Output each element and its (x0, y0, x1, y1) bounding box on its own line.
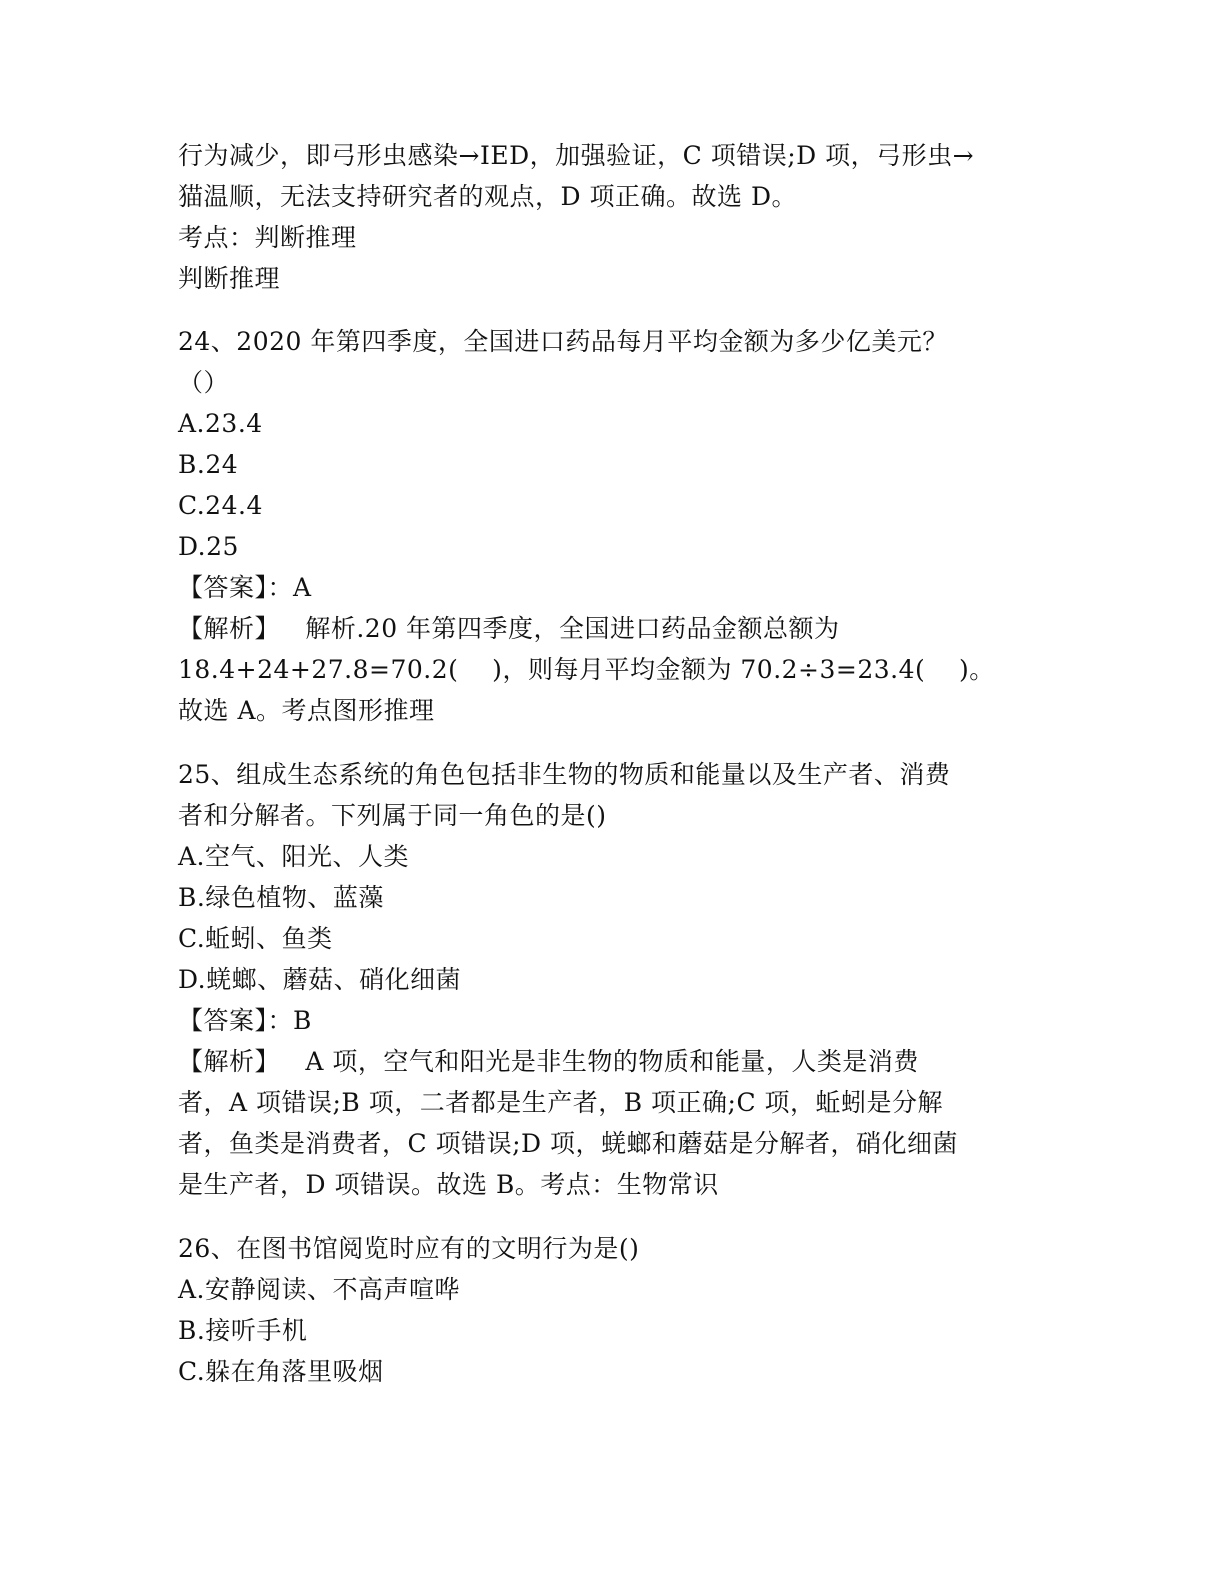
q24-option-d: D.25 (178, 532, 239, 561)
q24-analysis: 故选 A。考点图形推理 (178, 696, 435, 725)
q25-option-c: C.蚯蚓、鱼类 (178, 924, 333, 953)
prev-kaodian: 考点：判断推理 (178, 223, 357, 252)
q25-option-d: D.蜣螂、蘑菇、硝化细菌 (178, 965, 462, 994)
q25-analysis: 【解析】 A 项，空气和阳光是非生物的物质和能量，人类是消费 (178, 1047, 919, 1076)
q25-option-a: A.空气、阳光、人类 (178, 842, 410, 871)
q24-analysis: 18.4+24+27.8=70.2( )，则每月平均金额为 70.2÷3=23.4( )。 (178, 655, 995, 684)
q26-stem: 26、在图书馆阅览时应有的文明行为是() (178, 1234, 640, 1263)
q25-analysis: 者，A 项错误;B 项，二者都是生产者，B 项正确;C 项，蚯蚓是分解 (178, 1088, 944, 1117)
q24-analysis: 【解析】 解析.20 年第四季度，全国进口药品金额总额为 (178, 614, 840, 643)
q24-option-a: A.23.4 (178, 409, 263, 438)
prev-category: 判断推理 (178, 264, 281, 293)
q25-option-b: B.绿色植物、蓝藻 (178, 883, 384, 912)
q25-stem: 25、组成生态系统的角色包括非生物的物质和能量以及生产者、消费 (178, 760, 951, 789)
prev-analysis-line: 猫温顺，无法支持研究者的观点，D 项正确。故选 D。 (178, 182, 797, 211)
q25-analysis: 是生产者，D 项错误。故选 B。考点：生物常识 (178, 1170, 719, 1199)
q24-answer: 【答案】：A (178, 573, 312, 602)
q26-option-b: B.接听手机 (178, 1316, 308, 1345)
q24-option-b: B.24 (178, 450, 239, 479)
q26-option-c: C.躲在角落里吸烟 (178, 1357, 384, 1386)
q25-answer: 【答案】：B (178, 1006, 312, 1035)
q25-analysis: 者，鱼类是消费者，C 项错误;D 项，蜣螂和蘑菇是分解者，硝化细菌 (178, 1129, 958, 1158)
q24-stem-paren: （） (178, 368, 230, 397)
q25-stem: 者和分解者。下列属于同一角色的是() (178, 801, 607, 830)
prev-analysis-line: 行为减少，即弓形虫感染→IED，加强验证，C 项错误;D 项，弓形虫→ (178, 141, 975, 170)
q26-option-a: A.安静阅读、不高声喧哗 (178, 1275, 461, 1304)
q24-stem: 24、2020 年第四季度，全国进口药品每月平均金额为多少亿美元？ (178, 327, 948, 356)
q24-option-c: C.24.4 (178, 491, 263, 520)
